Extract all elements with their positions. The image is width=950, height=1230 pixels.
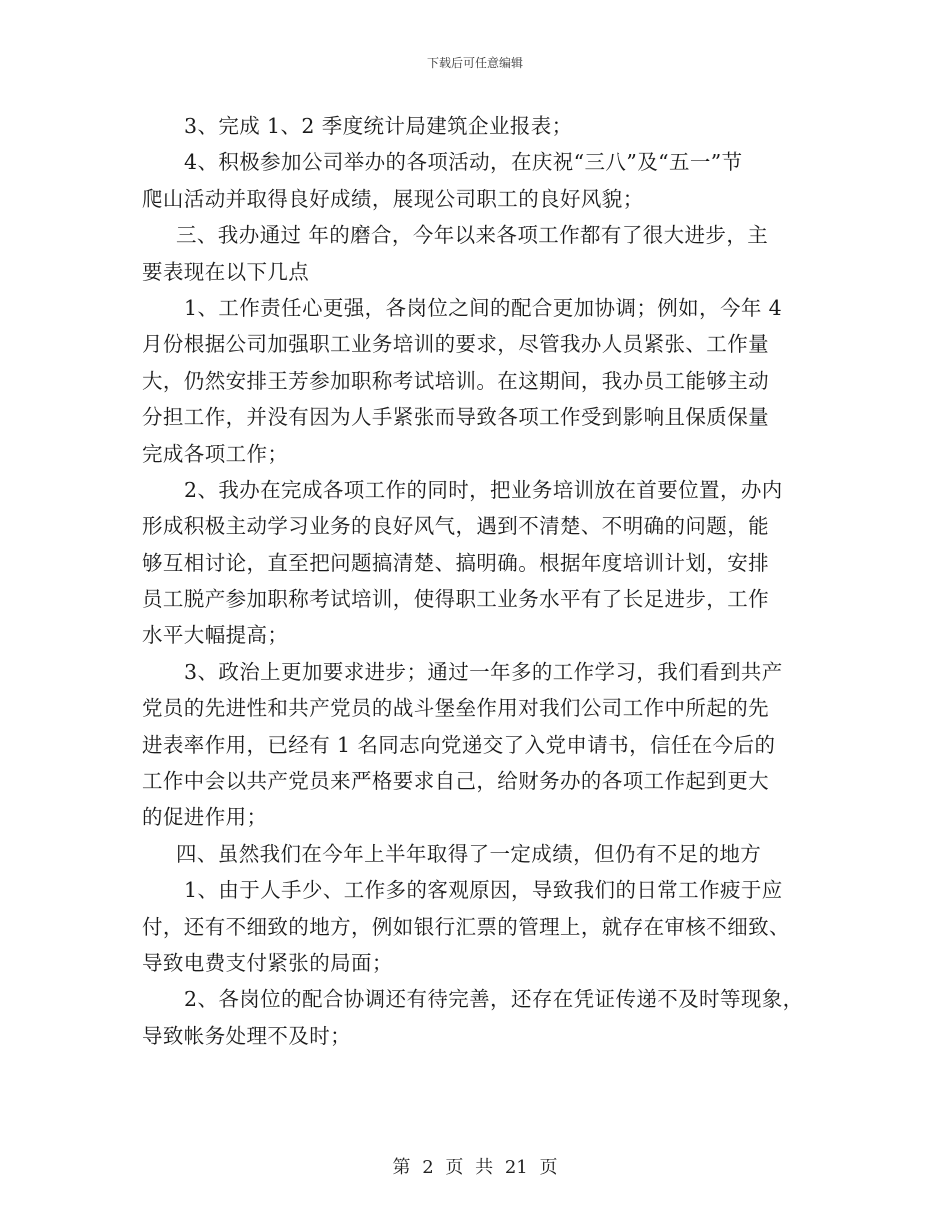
text-line: 员工脱产参加职称考试培训，使得职工业务水平有了长足进步，工作 — [142, 587, 769, 612]
text-line: 的促进作用； — [142, 805, 268, 830]
text-line: 1、由于人手少、工作多的客观原因，导致我们的日常工作疲于应 — [184, 878, 783, 903]
text-line: 够互相讨论，直至把问题搞清楚、搞明确。根据年度培训计划，安排 — [142, 550, 769, 575]
text-line: 分担工作，并没有因为人手紧张而导致各项工作受到影响且保质保量 — [142, 405, 769, 430]
text-line: 3、政治上更加要求进步；通过一年多的工作学习，我们看到共产 — [184, 659, 783, 684]
text-line: 水平大幅提高； — [142, 623, 289, 648]
text-line: 3、完成 1、2 季度统计局建筑企业报表； — [184, 114, 573, 138]
text-line: 2、我办在完成各项工作的同时，把业务培训放在首要位置，办内 — [184, 477, 783, 502]
text-line: 导致电费支付紧张的局面； — [142, 950, 393, 975]
text-line: 月份根据公司加强职工业务培训的要求，尽管我办人员紧张、工作量 — [142, 332, 769, 357]
text-line: 大，仍然安排王芳参加职称考试培训。在这期间，我办员工能够主动 — [142, 368, 769, 393]
text-line: 工作中会以共产党员来严格要求自己，给财务办的各项工作起到更大 — [142, 769, 769, 794]
text-line: 爬山活动并取得良好成绩，展现公司职工的良好风貌； — [142, 186, 644, 211]
text-line: 付，还有不细致的地方，例如银行汇票的管理上，就存在审核不细致、 — [142, 914, 790, 939]
text-line: 进表率作用，已经有 1 名同志向党递交了入党申请书，信任在今后的 — [142, 732, 776, 757]
text-line: 三、我办通过 年的磨合，今年以来各项工作都有了很大进步，主 — [176, 223, 769, 248]
document-body — [142, 108, 822, 1054]
text-line: 1、工作责任心更强，各岗位之间的配合更加协调；例如，今年 4 — [184, 295, 783, 320]
text-line: 党员的先进性和共产党员的战斗堡垒作用对我们公司工作中所起的先 — [142, 696, 769, 721]
text-line: 2、各岗位的配合协调还有待完善，还存在凭证传递不及时等现象， — [184, 987, 804, 1012]
text-line: 形成积极主动学习业务的良好风气，遇到不清楚、不明确的问题，能 — [142, 514, 769, 539]
text-line: 4、积极参加公司举办的各项活动，在庆祝“三八”及“五一”节 — [184, 150, 743, 175]
text-line: 导致帐务处理不及时； — [142, 1023, 351, 1048]
text-line: 四、虽然我们在今年上半年取得了一定成绩，但仍有不足的地方 — [176, 841, 762, 866]
page-footer: 第 2 页 共 21 页 — [392, 1157, 558, 1178]
text-line: 完成各项工作； — [142, 441, 289, 466]
text-line: 要表现在以下几点 — [142, 259, 310, 284]
page-header: 下载后可任意编辑 — [426, 56, 523, 70]
